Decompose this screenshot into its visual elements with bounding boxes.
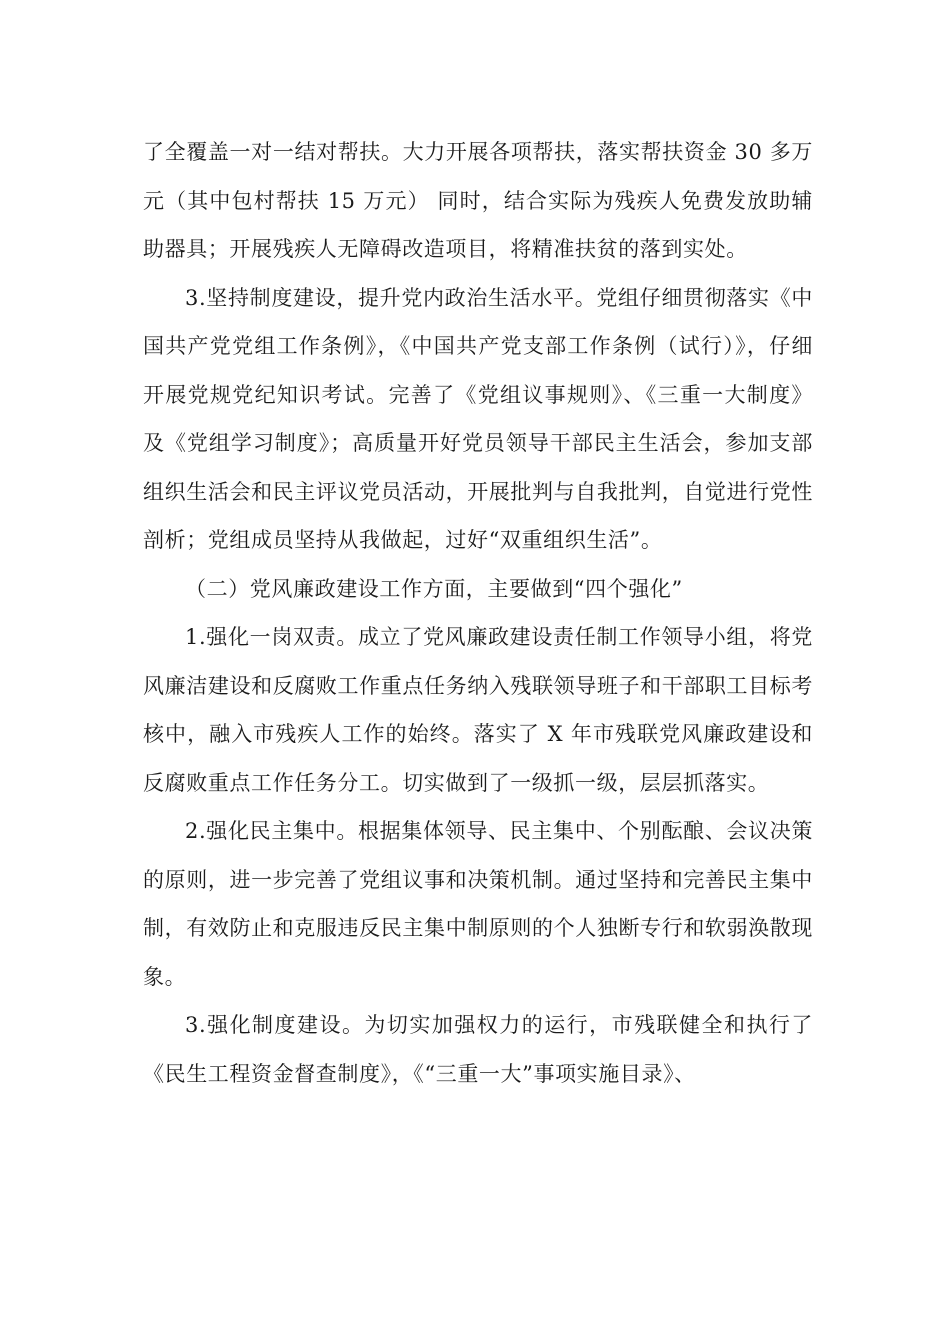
paragraph-institution-building: 3.强化制度建设。为切实加强权力的运行，市残联健全和执行了《民生工程资金督查制度》，《“三重一大”事项实施目录》、 <box>143 1013 813 1086</box>
document-body <box>143 128 813 1098</box>
paragraph-continuation: 了全覆盖一对一结对帮扶。大力开展各项帮扶，落实帮扶资金 30 多万元（其中包村帮扶 15 万元） 同时，结合实际为残疾人免费发放助辅助器具；开展残疾人无障碍改造项目，将精准扶贫的落到实处。 <box>143 140 813 261</box>
paragraph-democratic-centralism: 2.强化民主集中。根据集体领导、民主集中、个别酝酿、会议决策的原则，进一步完善了党组议事和决策机制。通过坚持和完善民主集中制，有效防止和克服违反民主集中制原则的个人独断专行和软弱涣散现象。 <box>143 819 813 989</box>
section-heading: （二）党风廉政建设工作方面，主要做到“四个强化” <box>185 576 683 601</box>
paragraph-dual-responsibility: 1.强化一岗双责。成立了党风廉政建设责任制工作领导小组，将党风廉洁建设和反腐败工作重点任务纳入残联领导班子和干部职工目标考核中，融入市残疾人工作的始终。落实了 X 年市残联党风廉政建设和反腐败重点工作任务分工。切实做到了一级抓一级，层层抓落实。 <box>143 625 813 795</box>
paragraph-system-building: 3.坚持制度建设，提升党内政治生活水平。党组仔细贯彻落实《中国共产党党组工作条例》，《中国共产党支部工作条例（试行）》，仔细开展党规党纪知识考试。完善了《党组议事规则》、《三重一大制度》及《党组学习制度》；高质量开好党员领导干部民主生活会，参加支部组织生活会和民主评议党员活动，开展批判与自我批判，自觉进行党性剖析；党组成员坚持从我做起，过好“双重组织生活”。 <box>143 285 813 552</box>
